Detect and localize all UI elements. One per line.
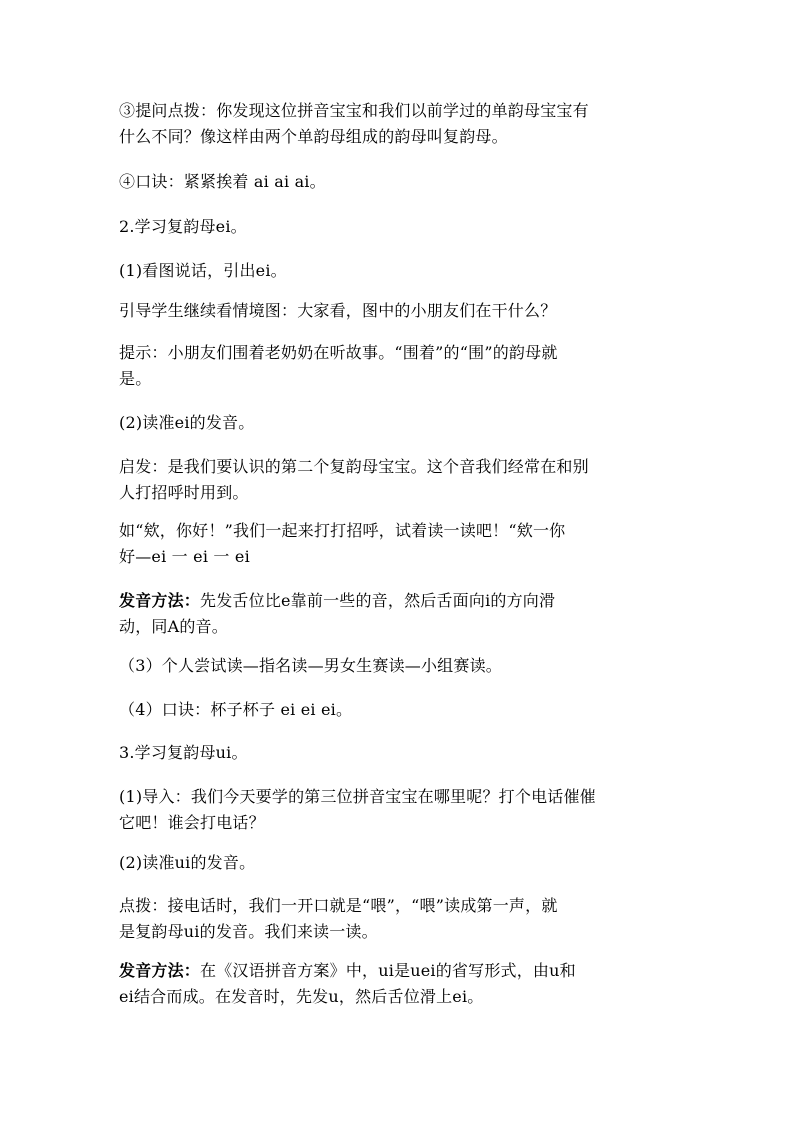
text-run: 先发舌位比e靠前一些的音，然后舌面向i的方向滑 <box>200 591 556 610</box>
paragraph-8 <box>119 454 679 506</box>
bold-label: 发音方法： <box>119 961 201 980</box>
paragraph-2 <box>119 169 679 195</box>
paragraph-12 <box>119 697 679 723</box>
paragraph-5 <box>119 298 679 324</box>
text-line: 什么不同？像这样由两个单韵母组成的韵母叫复韵母。 <box>119 127 508 146</box>
paragraph-6 <box>119 340 679 392</box>
paragraph-7 <box>119 410 679 436</box>
text-run: 在《汉语拼音方案》中，ui是uei的省写形式，由u和 <box>200 961 576 980</box>
paragraph-16 <box>119 893 679 945</box>
text-line: ③提问点拨：你发现这位拼音宝宝和我们以前学过的单韵母宝宝有 <box>119 101 589 120</box>
text-line: 好—ei 一 ei 一 ei <box>119 547 250 566</box>
paragraph-4 <box>119 258 679 284</box>
text-line: (2)读准ui的发音。 <box>119 853 256 872</box>
text-line: 动，同A的音。 <box>119 617 228 636</box>
text-line: 它吧！谁会打电话？ <box>119 813 265 832</box>
text-line: 启发：是我们要认识的第二个复韵母宝宝。这个音我们经常在和别 <box>119 457 589 476</box>
text-line: (1)导入：我们今天要学的第三位拼音宝宝在哪里呢？打个电话催催 <box>119 787 596 806</box>
text-line: 引导学生继续看情境图：大家看，图中的小朋友们在干什么？ <box>119 301 557 320</box>
paragraph-11 <box>119 653 679 679</box>
bold-label: 发音方法： <box>119 591 201 610</box>
section-heading-ui <box>119 740 679 766</box>
text-line: ei结合而成。在发音时，先发u，然后舌位滑上ei。 <box>119 987 484 1006</box>
section-heading-ei <box>119 214 679 240</box>
text-line <box>119 588 679 614</box>
text-line: 提示：小朋友们围着老奶奶在听故事。“围着”的“围”的韵母就 <box>119 343 558 362</box>
text-line: 是。 <box>119 369 152 388</box>
text-line: (2)读准ei的发音。 <box>119 413 255 432</box>
text-line: （4）口诀：杯子杯子 ei ei ei。 <box>119 700 353 719</box>
text-line <box>119 958 679 984</box>
paragraph-15 <box>119 850 679 876</box>
text-line: (1)看图说话，引出ei。 <box>119 261 287 280</box>
text-line: 如“欸，你好！”我们一起来打打招呼，试着读一读吧！“欸一你 <box>119 521 566 540</box>
text-line: （3）个人尝试读—指名读—男女生赛读—小组赛读。 <box>119 656 502 675</box>
paragraph-1 <box>119 98 679 150</box>
text-line: 2.学习复韵母ei。 <box>119 217 247 236</box>
paragraph-9 <box>119 518 679 570</box>
text-line: 是复韵母ui的发音。我们来读一读。 <box>119 922 378 941</box>
paragraph-10 <box>119 588 679 640</box>
text-line: 人打招呼时用到。 <box>119 483 249 502</box>
text-line: ④口诀：紧紧挨着 ai ai ai。 <box>119 172 326 191</box>
paragraph-14 <box>119 784 679 836</box>
paragraph-17 <box>119 958 679 1010</box>
text-line: 点拨：接电话时，我们一开口就是“喂”，“喂”读成第一声，就 <box>119 896 558 915</box>
text-line: 3.学习复韵母ui。 <box>119 743 248 762</box>
